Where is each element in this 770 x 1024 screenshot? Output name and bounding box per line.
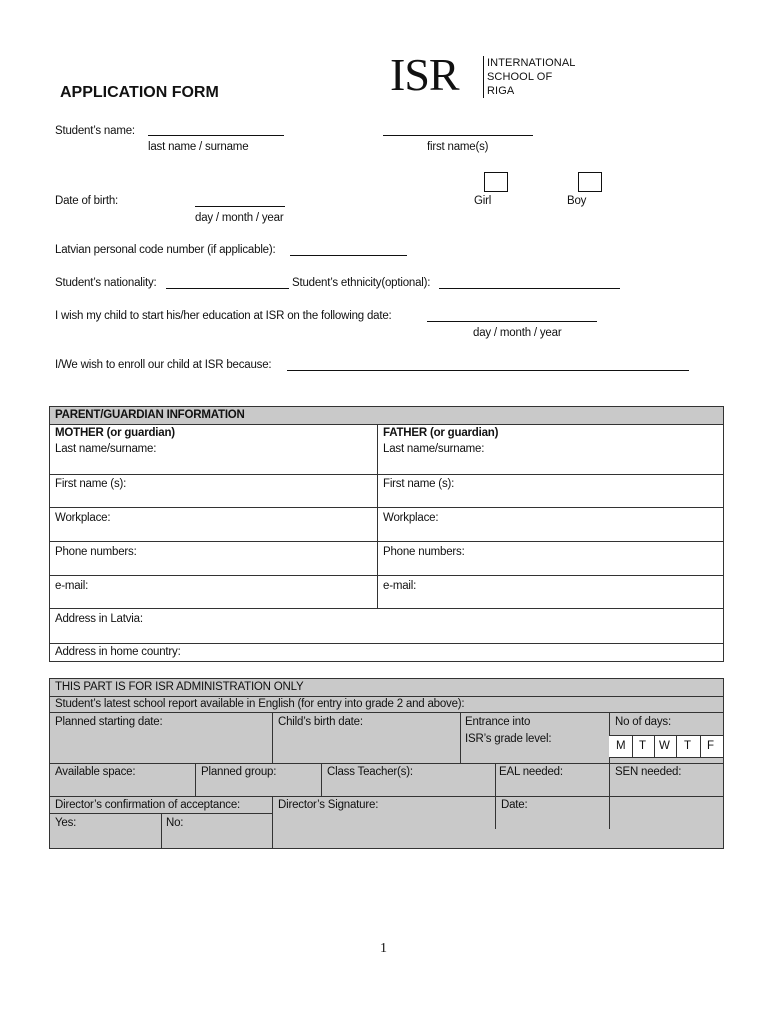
personal-code-label: Latvian personal code number (if applicable): [55, 244, 276, 256]
entrance-label-line-1[interactable]: Entrance into [465, 716, 531, 728]
row-divider [50, 763, 723, 764]
row-divider [50, 796, 723, 797]
row-divider [50, 696, 723, 697]
enroll-reason-label: I/We wish to enroll our child at ISR because: [55, 359, 272, 371]
row-divider [50, 424, 723, 425]
day-monday-checkbox[interactable]: M [616, 740, 626, 752]
logo-mark: ISR [390, 49, 459, 100]
column-divider [460, 712, 461, 763]
column-divider [676, 735, 677, 758]
father-email-label[interactable]: e-mail: [383, 580, 417, 592]
column-divider [654, 735, 655, 758]
row-divider [50, 608, 723, 609]
class-teacher-label[interactable]: Class Teacher(s): [327, 766, 413, 778]
father-workplace-label[interactable]: Workplace: [383, 512, 439, 524]
girl-label: Girl [474, 195, 492, 207]
column-divider [632, 735, 633, 758]
logo-line-2: SCHOOL OF [487, 71, 553, 83]
column-divider [321, 763, 322, 796]
mother-title: MOTHER (or guardian) [55, 427, 175, 439]
row-divider [50, 712, 723, 713]
day-friday-checkbox[interactable]: F [707, 740, 714, 752]
father-phone-label[interactable]: Phone numbers: [383, 546, 465, 558]
page-number: 1 [380, 941, 387, 956]
ethnicity-field[interactable] [439, 288, 620, 289]
column-divider [609, 712, 610, 829]
date-label[interactable]: Date: [501, 799, 528, 811]
entrance-label-line-2[interactable]: ISR’s grade level: [465, 733, 552, 745]
column-divider [195, 763, 196, 796]
director-signature-label[interactable]: Director’s Signature: [278, 799, 379, 811]
dob-label: Date of birth: [55, 195, 119, 207]
personal-code-field[interactable] [290, 255, 407, 256]
eal-needed-label[interactable]: EAL needed: [499, 766, 563, 778]
mother-phone-label[interactable]: Phone numbers: [55, 546, 137, 558]
mother-first-name-label[interactable]: First name (s): [55, 478, 127, 490]
address-home-label[interactable]: Address in home country: [55, 646, 181, 658]
column-divider [272, 796, 273, 848]
nationality-label: Student’s nationality: [55, 277, 157, 289]
last-name-caption: last name / surname [148, 141, 249, 153]
column-divider [700, 735, 701, 758]
days-label: No of days: [615, 716, 671, 728]
father-first-name-label[interactable]: First name (s): [383, 478, 455, 490]
page-title: APPLICATION FORM [60, 84, 219, 101]
last-name-field[interactable] [148, 135, 284, 136]
girl-checkbox[interactable] [484, 172, 508, 192]
column-divider [161, 813, 162, 848]
first-name-field[interactable] [383, 135, 533, 136]
logo-line-3: RIGA [487, 85, 515, 97]
father-title: FATHER (or guardian) [383, 427, 499, 439]
parent-guardian-table [49, 406, 724, 662]
boy-checkbox[interactable] [578, 172, 602, 192]
parent-table-header-text: PARENT/GUARDIAN INFORMATION [55, 409, 245, 421]
logo-divider [483, 56, 484, 98]
mother-email-label[interactable]: e-mail: [55, 580, 89, 592]
start-date-label: I wish my child to start his/her education at ISR on the following date: [55, 310, 392, 322]
day-wednesday-checkbox[interactable]: W [659, 740, 670, 752]
dob-caption: day / month / year [195, 212, 284, 224]
row-divider [50, 541, 723, 542]
column-divider [272, 712, 273, 763]
director-confirmation-label: Director’s confirmation of acceptance: [55, 799, 241, 811]
row-divider [50, 474, 723, 475]
birth-date-label[interactable]: Child’s birth date: [278, 716, 363, 728]
yes-label[interactable]: Yes: [55, 817, 77, 829]
school-logo [390, 49, 590, 102]
father-last-name-label[interactable]: Last name/surname: [383, 443, 485, 455]
enroll-reason-field[interactable] [287, 370, 689, 371]
planned-group-label[interactable]: Planned group: [201, 766, 277, 778]
planned-start-label[interactable]: Planned starting date: [55, 716, 163, 728]
no-label[interactable]: No: [166, 817, 184, 829]
boy-label: Boy [567, 195, 587, 207]
day-thursday-checkbox[interactable]: T [684, 740, 691, 752]
column-divider [377, 424, 378, 608]
day-tuesday-checkbox[interactable]: T [639, 740, 646, 752]
mother-last-name-label[interactable]: Last name/surname: [55, 443, 157, 455]
start-date-caption: day / month / year [473, 327, 562, 339]
ethnicity-label: Student’s ethnicity(optional): [292, 277, 431, 289]
first-name-caption: first name(s) [427, 141, 489, 153]
admin-table-header: THIS PART IS FOR ISR ADMINISTRATION ONLY [55, 681, 304, 693]
nationality-field[interactable] [166, 288, 289, 289]
dob-field[interactable] [195, 206, 285, 207]
start-date-field[interactable] [427, 321, 597, 322]
mother-workplace-label[interactable]: Workplace: [55, 512, 111, 524]
row-divider [50, 507, 723, 508]
available-space-label[interactable]: Available space: [55, 766, 136, 778]
address-latvia-label[interactable]: Address in Latvia: [55, 613, 143, 625]
row-divider [50, 643, 723, 644]
sen-needed-label[interactable]: SEN needed: [615, 766, 682, 778]
admin-table [49, 678, 724, 849]
school-report-label: Student’s latest school report available in English (for entry into grade 2 and above): [55, 698, 465, 710]
student-name-label: Student’s name: [55, 125, 135, 137]
logo-line-1: INTERNATIONAL [487, 57, 576, 69]
row-divider [50, 575, 723, 576]
